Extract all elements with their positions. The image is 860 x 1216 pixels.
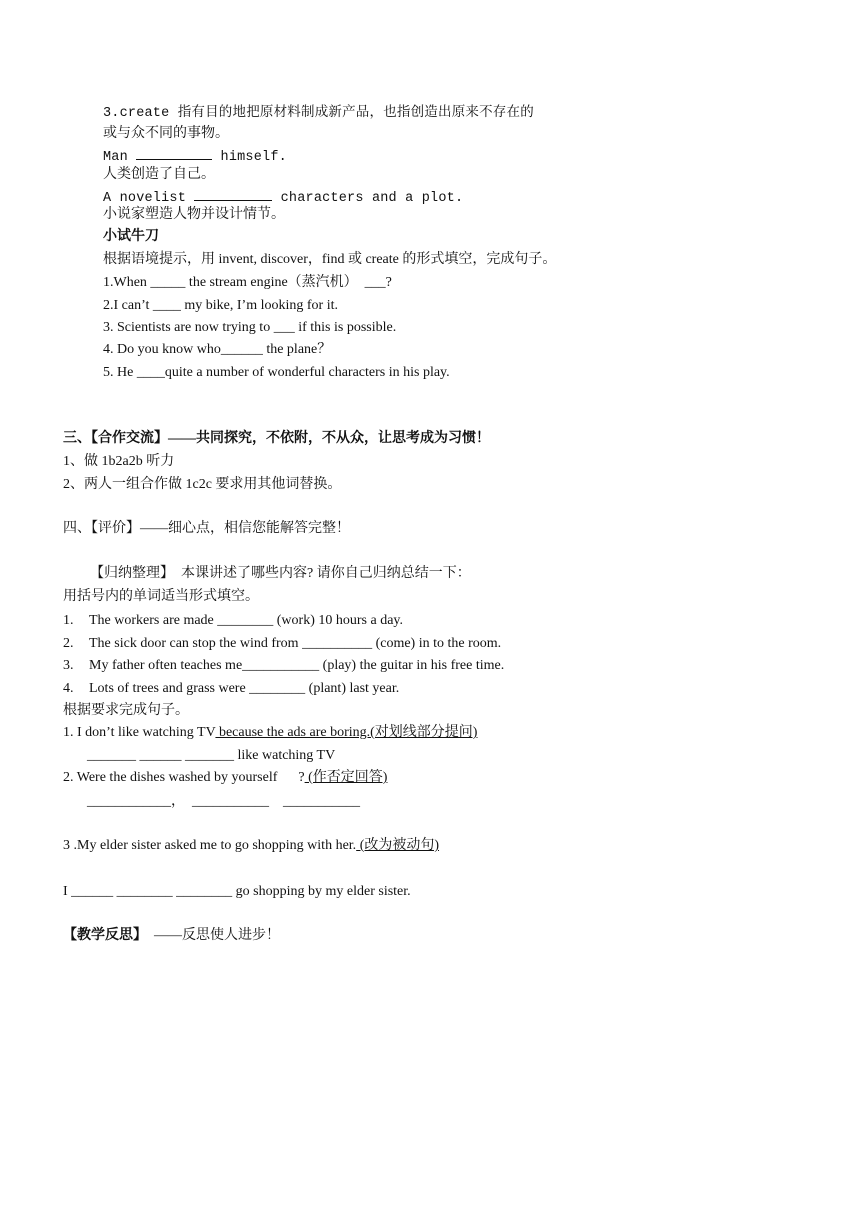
rewrite-question-3-text: 3 .My elder sister asked me to go shopping with her. [63, 838, 357, 853]
create-example1-pre: Man [103, 150, 137, 165]
rewrite-question-2 [63, 768, 387, 788]
create-example1-blank[interactable] [136, 145, 212, 160]
practice-item-5: 5. He ____quite a number of wonderful characters in his play. [103, 365, 450, 380]
fill-instruction: 用括号内的单词适当形式填空。 [63, 589, 259, 604]
rewrite-question-3 [63, 836, 439, 856]
rewrite-answer-1: _______ ______ _______ like watching TV [87, 748, 336, 763]
create-example2-translation: 小说家塑造人物并设计情节。 [103, 207, 285, 222]
fill-item-text: The sick door can stop the wind from __________ (come) in to the room. [89, 636, 502, 651]
teaching-reflection [63, 926, 280, 946]
section4-heading: 四、【评价】——细心点，相信您能解答完整！ [63, 521, 350, 536]
rewrite-question-3-underlined: (改为被动句) [356, 838, 440, 853]
create-example2-blank[interactable] [194, 186, 272, 201]
practice-item-4: 4. Do you know who______ the plane？ [103, 342, 332, 357]
rewrite-instruction: 根据要求完成句子。 [63, 703, 189, 718]
section3-item-2: 2、两人一组合作做 1c2c 要求用其他词替换。 [63, 477, 342, 492]
rewrite-question-2-underlined: (作否定回答) [304, 770, 388, 785]
create-example1-post: himself. [212, 150, 287, 165]
rewrite-question-1 [63, 723, 477, 743]
fill-item-number: 2. [63, 636, 74, 651]
fill-item-2 [63, 634, 501, 654]
fill-item-text: Lots of trees and grass were ________ (plant) last year. [89, 681, 400, 696]
rewrite-question-1-underlined: because the ads are boring.(对划线部分提问) [215, 725, 478, 740]
practice-item-2: 2.I can’t ____ my bike, I’m looking for it. [103, 298, 338, 313]
practice-heading: 小试牛刀 [103, 229, 159, 244]
fill-item-3 [63, 656, 504, 676]
create-example2-post: characters and a plot. [272, 191, 464, 206]
fill-item-text: My father often teaches me___________ (play) the guitar in his free time. [89, 658, 505, 673]
section3-heading: 三、【合作交流】——共同探究，不依附，不从众，让思考成为习惯！ [63, 431, 490, 446]
fill-item-number: 3. [63, 658, 74, 673]
summary-prompt: 【归纳整理】 本课讲述了哪些内容? 请你自己归纳总结一下： [90, 566, 471, 581]
rewrite-answer-2: ____________， ___________ ___________ [87, 794, 360, 809]
fill-item-text: The workers are made ________ (work) 10 hours a day. [89, 613, 403, 628]
practice-item-1: 1.When _____ the stream engine（蒸汽机） ___? [103, 275, 392, 290]
rewrite-question-1-text: 1. I don’t like watching TV [63, 725, 216, 740]
fill-item-number: 1. [63, 613, 74, 628]
create-definition-line1: 3.create 指有目的地把原材料制成新产品，也指创造出原来不存在的 [103, 106, 534, 121]
fill-item-1 [63, 611, 403, 631]
create-example1-translation: 人类创造了自己。 [103, 167, 215, 182]
reflection-text: ——反思使人进步！ [147, 928, 280, 943]
practice-instruction: 根据语境提示，用 invent, discover，find 或 create 的形式填空，完成句子。 [103, 252, 557, 267]
rewrite-question-2-text: 2. Were the dishes washed by yourself ? [63, 770, 305, 785]
fill-item-4 [63, 679, 399, 699]
create-example2-pre: A novelist [103, 191, 195, 206]
fill-item-number: 4. [63, 681, 74, 696]
create-definition-line2: 或与众不同的事物。 [103, 126, 229, 141]
section3-item-1: 1、做 1b2a2b 听力 [63, 454, 175, 469]
rewrite-answer-3: I ______ ________ ________ go shopping by my elder sister. [63, 884, 411, 899]
reflection-label: 【教学反思】 [63, 928, 147, 943]
practice-item-3: 3. Scientists are now trying to ___ if this is possible. [103, 320, 397, 335]
